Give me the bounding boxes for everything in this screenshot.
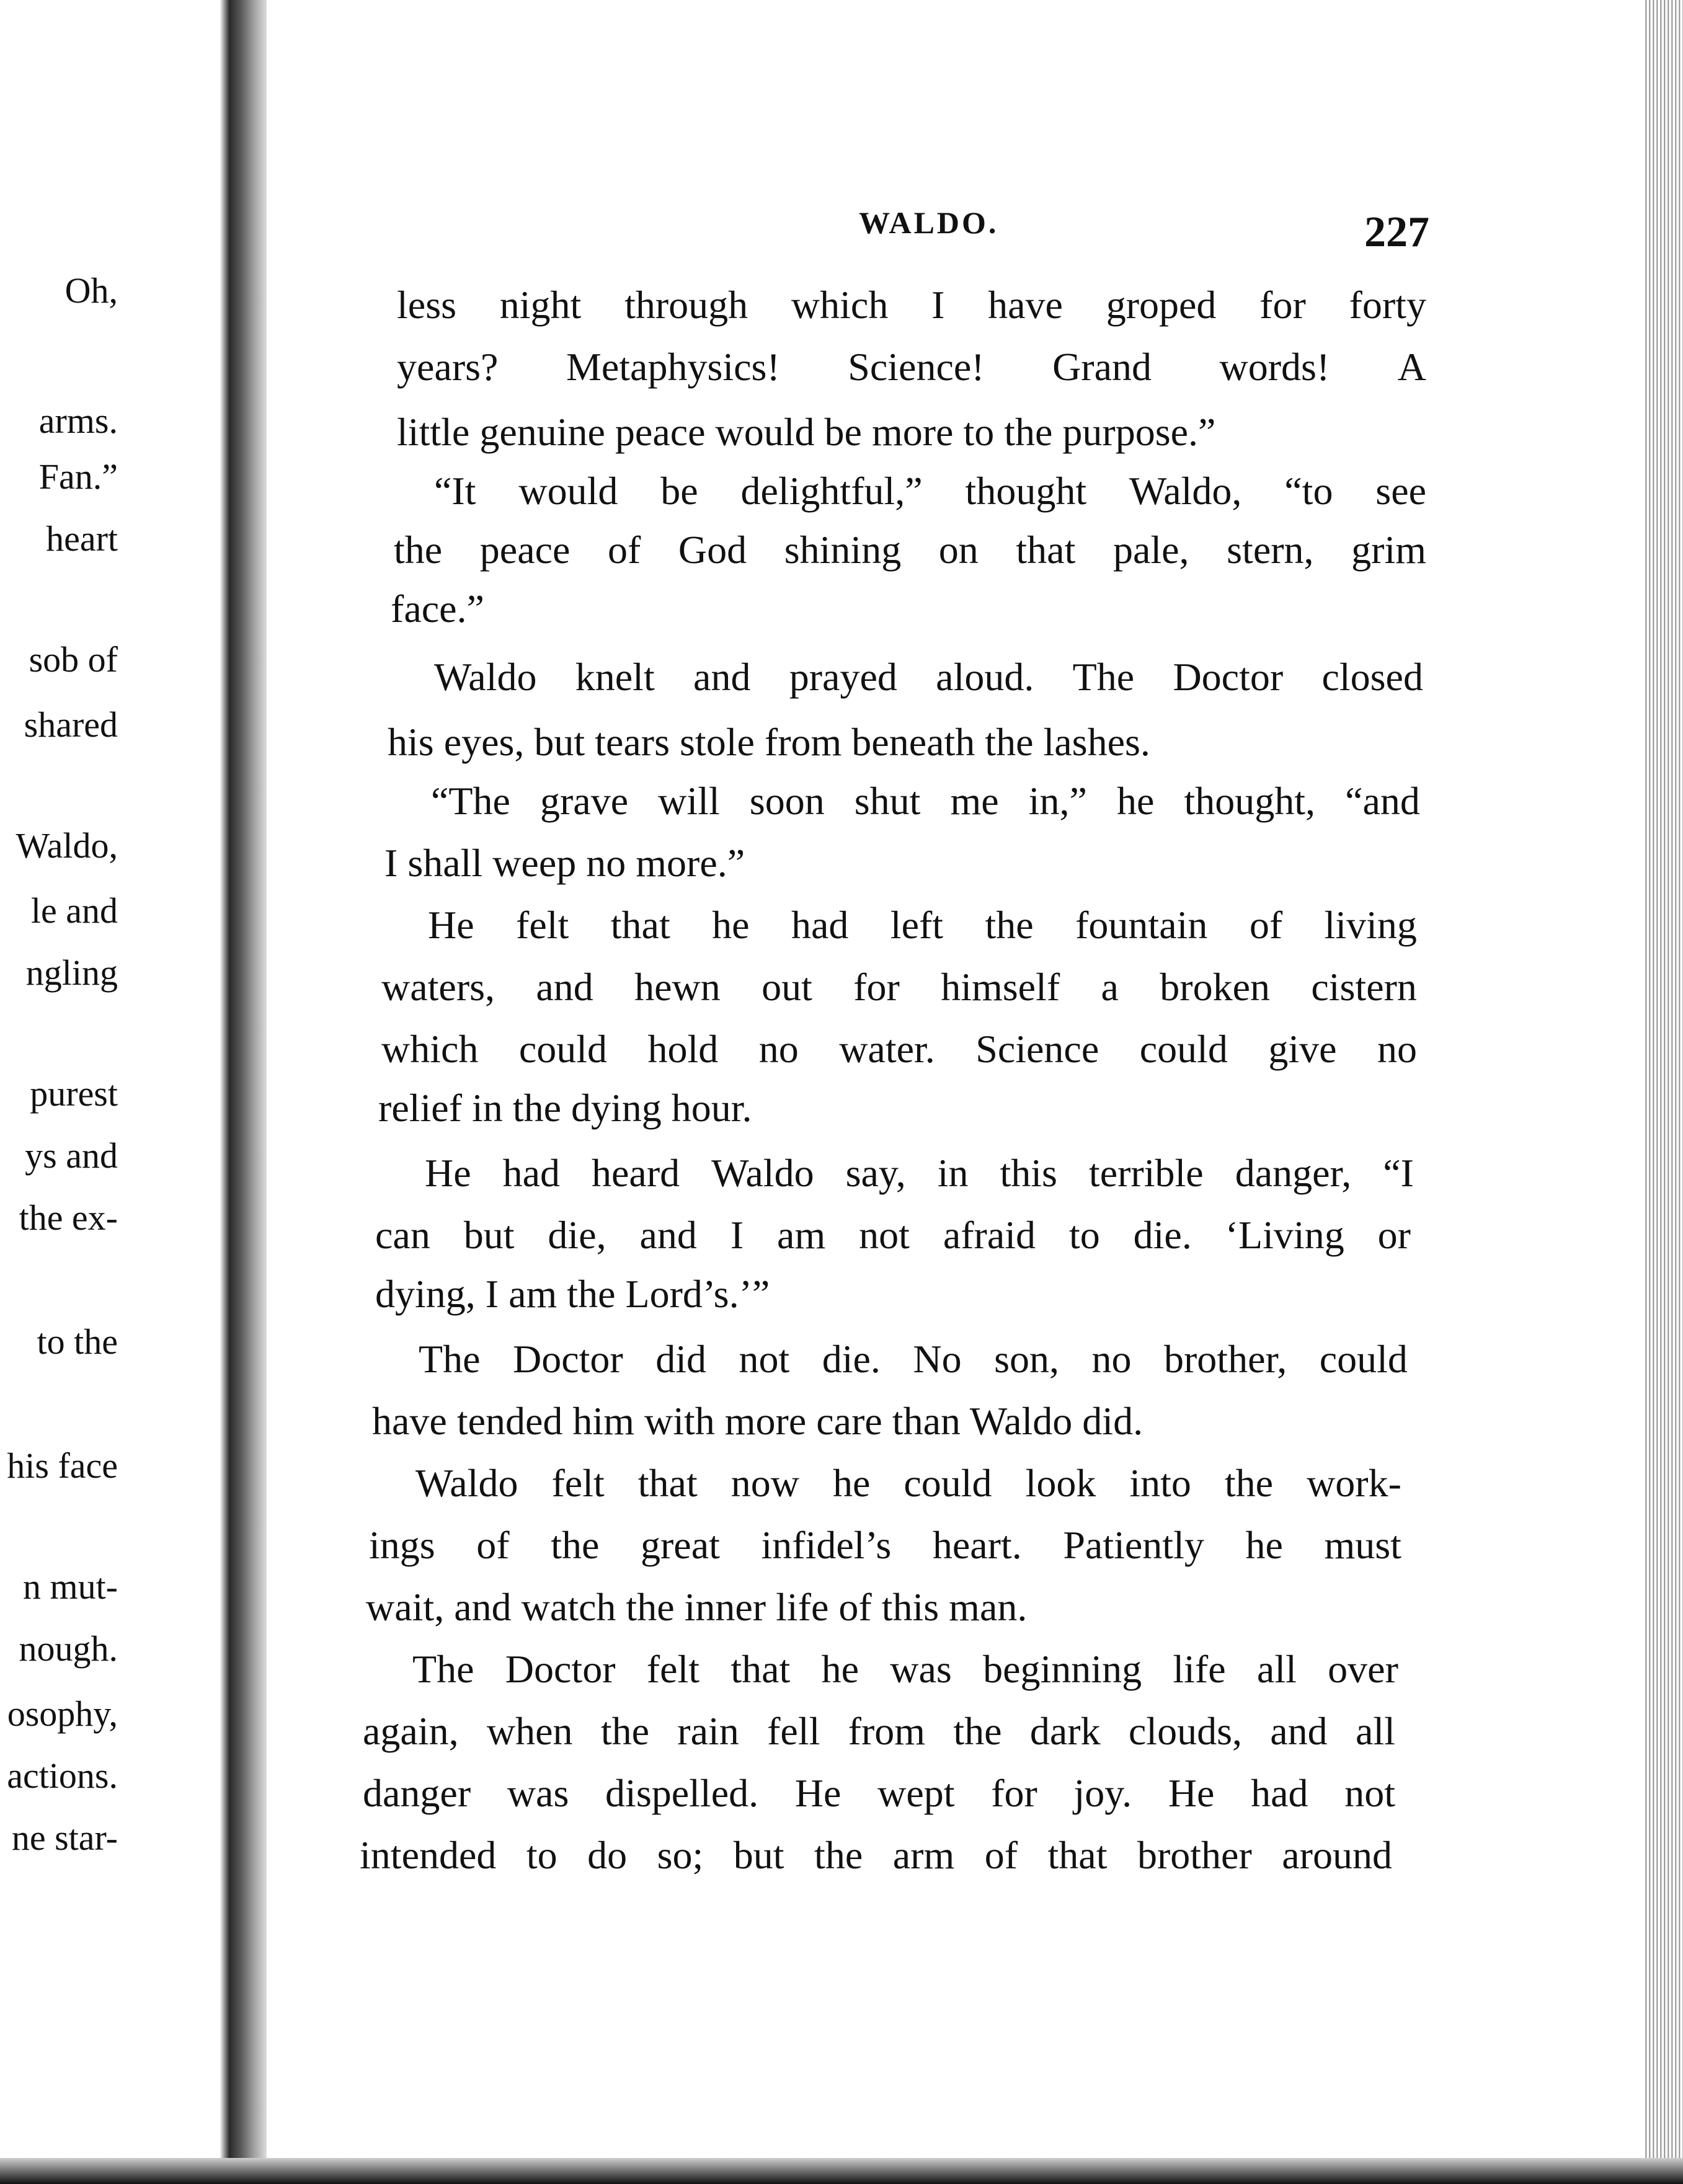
text-line: dying, I am the Lord’s.’” — [375, 1272, 770, 1316]
facing-page-line: ys and — [25, 1135, 118, 1176]
facing-page-line: to the — [37, 1321, 118, 1362]
text-line — [434, 471, 1426, 511]
text-line — [415, 1463, 1401, 1503]
word: Waldo — [434, 655, 537, 699]
word: fell — [767, 1709, 820, 1753]
word: of — [608, 528, 641, 572]
text-line — [363, 1711, 1395, 1751]
word: the — [551, 1523, 600, 1567]
word: The — [412, 1647, 474, 1691]
text-line — [412, 1649, 1398, 1689]
word: had — [502, 1151, 561, 1195]
word: “I — [1383, 1151, 1414, 1195]
word: words! — [1219, 345, 1330, 389]
text-line: relief in the dying hour. — [378, 1086, 752, 1130]
running-head: WALDO. — [859, 205, 999, 240]
word: in,” — [1028, 779, 1087, 823]
word: He — [425, 1151, 471, 1195]
word: must — [1324, 1523, 1401, 1567]
facing-page-line: the ex- — [19, 1197, 118, 1238]
word: The — [1072, 655, 1135, 699]
word: for — [853, 965, 900, 1009]
word: when — [486, 1709, 573, 1753]
word: did — [655, 1337, 706, 1381]
word: Science — [975, 1027, 1099, 1071]
word: water. — [839, 1027, 935, 1071]
word: am — [777, 1213, 826, 1257]
word: waters, — [381, 965, 495, 1009]
word: say, — [845, 1151, 906, 1195]
word: all — [1256, 1647, 1297, 1691]
scan-bottom-edge — [0, 2158, 1683, 2184]
word: He — [794, 1771, 842, 1815]
word: He — [1168, 1771, 1215, 1815]
word: felt — [551, 1461, 605, 1505]
text-line — [434, 657, 1423, 697]
word: die. — [1133, 1213, 1192, 1257]
word: himself — [941, 965, 1060, 1009]
text-line — [397, 285, 1426, 325]
word: not — [859, 1213, 910, 1257]
word: grave — [540, 779, 629, 823]
word: thought, — [1184, 779, 1316, 823]
facing-page-line: arms. — [38, 401, 118, 441]
facing-page-line: n mut- — [22, 1566, 118, 1607]
word: beginning — [983, 1647, 1142, 1691]
word: Doctor — [505, 1647, 616, 1691]
word: felt — [516, 903, 569, 947]
word: afraid — [943, 1213, 1036, 1257]
word: again, — [363, 1709, 459, 1753]
word: could — [904, 1461, 992, 1505]
word: rain — [677, 1709, 739, 1753]
word: aloud. — [936, 655, 1034, 699]
word: that — [1016, 528, 1076, 572]
word: night — [499, 283, 582, 327]
word: dispelled. — [605, 1771, 759, 1815]
word: dark — [1029, 1709, 1101, 1753]
word: prayed — [789, 655, 897, 699]
word: broken — [1160, 965, 1270, 1009]
word: A — [1397, 345, 1426, 389]
word: “The — [431, 779, 510, 823]
facing-page-line: le and — [30, 890, 118, 931]
page-edges — [1643, 0, 1683, 2184]
word: of — [984, 1833, 1018, 1877]
word: do — [587, 1833, 628, 1877]
word: terrible — [1088, 1151, 1204, 1195]
word: Metaphysics! — [566, 345, 780, 389]
word: he — [821, 1647, 859, 1691]
word: fountain — [1075, 903, 1208, 947]
word: Patiently — [1063, 1523, 1204, 1567]
word: look — [1025, 1461, 1096, 1505]
word: shining — [784, 528, 902, 572]
word: could — [518, 1027, 608, 1071]
word: was — [890, 1647, 952, 1691]
word: knelt — [575, 655, 655, 699]
facing-page-line: Waldo, — [16, 825, 118, 866]
word: arm — [892, 1833, 955, 1877]
word: infidel’s — [761, 1523, 892, 1567]
text-line — [419, 1339, 1408, 1379]
word: had — [791, 903, 849, 947]
word: less — [397, 283, 456, 327]
word: The — [419, 1337, 481, 1381]
text-line — [431, 781, 1420, 821]
word: to — [526, 1833, 557, 1877]
word: not — [1344, 1771, 1395, 1815]
word: soon — [749, 779, 825, 823]
word: I — [730, 1213, 744, 1257]
facing-page-line: Fan.” — [38, 456, 118, 497]
word: would — [518, 469, 618, 513]
page-number: 227 — [1364, 208, 1429, 256]
word: Doctor — [1173, 655, 1284, 699]
word: hewn — [634, 965, 721, 1009]
word: or — [1377, 1213, 1411, 1257]
word: I — [931, 283, 945, 327]
word: life — [1173, 1647, 1226, 1691]
word: heart. — [932, 1523, 1022, 1567]
word: to — [1068, 1213, 1100, 1257]
text-line — [375, 1215, 1411, 1255]
word: be — [660, 469, 698, 513]
word: that — [610, 903, 670, 947]
facing-page-line: heart — [46, 518, 118, 559]
word: of — [476, 1523, 510, 1567]
word: Waldo — [415, 1461, 518, 1505]
word: living — [1324, 903, 1417, 947]
facing-page-line: nough. — [19, 1628, 118, 1669]
word: see — [1375, 469, 1426, 513]
word: not — [739, 1337, 790, 1381]
word: over — [1328, 1647, 1398, 1691]
word: he — [832, 1461, 871, 1505]
word: God — [678, 528, 747, 572]
word: which — [791, 283, 889, 327]
word: had — [1251, 1771, 1308, 1815]
word: from — [848, 1709, 926, 1753]
word: son, — [994, 1337, 1059, 1381]
word: brother — [1137, 1833, 1252, 1877]
word: danger, — [1235, 1151, 1352, 1195]
word: he — [712, 903, 750, 947]
word: now — [730, 1461, 799, 1505]
word: joy. — [1073, 1771, 1132, 1815]
facing-page-line: ne star- — [11, 1818, 118, 1858]
word: but — [733, 1833, 784, 1877]
word: in — [937, 1151, 969, 1195]
text-line — [381, 967, 1417, 1007]
word: peace — [479, 528, 571, 572]
word: he — [1245, 1523, 1283, 1567]
word: the — [394, 528, 443, 572]
word: of — [1249, 903, 1283, 947]
facing-page-line: shared — [24, 704, 118, 745]
text-line — [397, 347, 1426, 387]
word: for — [991, 1771, 1037, 1815]
word: ings — [369, 1523, 435, 1567]
word: and — [536, 965, 593, 1009]
word: have — [988, 283, 1063, 327]
word: die, — [548, 1213, 606, 1257]
word: the — [985, 903, 1034, 947]
binding-gutter — [220, 0, 267, 2184]
word: hold — [647, 1027, 719, 1071]
word: a — [1101, 965, 1119, 1009]
word: brother, — [1163, 1337, 1287, 1381]
facing-page-line: Oh, — [64, 270, 118, 311]
word: “to — [1284, 469, 1333, 513]
word: left — [890, 903, 944, 947]
word: groped — [1106, 283, 1217, 327]
text-line: little genuine peace would be more to the purpose.” — [397, 410, 1216, 454]
text-line — [425, 1153, 1414, 1193]
text-line: have tended him with more care than Waldo did. — [372, 1399, 1143, 1443]
text-line: wait, and watch the inner life of this man. — [366, 1585, 1028, 1629]
word: so; — [657, 1833, 704, 1877]
word: into — [1129, 1461, 1191, 1505]
word: Doctor — [512, 1337, 623, 1381]
facing-page-line: his face — [7, 1445, 118, 1486]
word: that — [1047, 1833, 1108, 1877]
word: give — [1268, 1027, 1337, 1071]
word: He — [428, 903, 474, 947]
word: heard — [592, 1151, 680, 1195]
word: was — [507, 1771, 569, 1815]
word: stern, — [1227, 528, 1314, 572]
word: all — [1355, 1709, 1395, 1753]
word: danger — [363, 1771, 471, 1815]
word: the — [814, 1833, 863, 1877]
word: will — [658, 779, 720, 823]
word: delightful,” — [740, 469, 923, 513]
word: that — [730, 1647, 791, 1691]
text-line — [360, 1833, 1392, 1877]
word: Science! — [848, 345, 985, 389]
word: no — [758, 1027, 799, 1071]
word: could — [1139, 1027, 1228, 1071]
word: Grand — [1052, 345, 1152, 389]
word: me — [950, 779, 999, 823]
word: and — [693, 655, 751, 699]
word: pale, — [1112, 528, 1189, 572]
word: cistern — [1311, 965, 1417, 1009]
word: but — [463, 1213, 515, 1257]
facing-page-line: sob of — [29, 639, 118, 680]
word: Waldo, — [1129, 469, 1242, 513]
word: no — [1091, 1337, 1132, 1381]
text-line — [428, 905, 1417, 945]
facing-page-line: purest — [30, 1073, 118, 1114]
word: No — [913, 1337, 962, 1381]
word: could — [1319, 1337, 1408, 1381]
text-line: I shall weep no more.” — [384, 841, 745, 885]
text-line — [381, 1029, 1417, 1069]
text-line: his eyes, but tears stole from beneath the lashes. — [388, 720, 1150, 764]
word: “It — [434, 469, 476, 513]
word: the — [600, 1709, 649, 1753]
word: he — [1117, 779, 1155, 823]
word: die. — [822, 1337, 881, 1381]
word: which — [381, 1027, 479, 1071]
word: out — [762, 965, 812, 1009]
word: thought — [965, 469, 1087, 513]
word: forty — [1349, 283, 1426, 327]
word: grim — [1351, 528, 1426, 572]
word: and — [1270, 1709, 1328, 1753]
word: the — [1224, 1461, 1274, 1505]
facing-page-line: ngling — [25, 952, 118, 993]
word: through — [624, 283, 748, 327]
word: around — [1282, 1833, 1392, 1877]
word: for — [1259, 283, 1306, 327]
facing-page-fragment — [0, 0, 223, 2184]
text-line — [363, 1773, 1395, 1813]
word: no — [1377, 1027, 1417, 1071]
facing-page-line: osophy, — [7, 1693, 118, 1734]
word: closed — [1321, 655, 1423, 699]
text-line — [369, 1525, 1401, 1565]
text-line — [394, 530, 1426, 570]
word: felt — [646, 1647, 700, 1691]
word: can — [375, 1213, 430, 1257]
word: the — [953, 1709, 1002, 1753]
word: shut — [854, 779, 921, 823]
text-line: face.” — [391, 587, 484, 631]
word: years? — [397, 345, 499, 389]
word: great — [640, 1523, 720, 1567]
word: Waldo — [711, 1151, 814, 1195]
word: work- — [1307, 1461, 1401, 1505]
word: clouds, — [1128, 1709, 1242, 1753]
word: intended — [360, 1833, 497, 1877]
word: that — [637, 1461, 698, 1505]
word: this — [1000, 1151, 1057, 1195]
word: wept — [877, 1771, 955, 1815]
word: ‘Living — [1225, 1213, 1344, 1257]
facing-page-line: actions. — [7, 1756, 118, 1796]
word: on — [938, 528, 979, 572]
word: “and — [1345, 779, 1420, 823]
word: and — [639, 1213, 697, 1257]
